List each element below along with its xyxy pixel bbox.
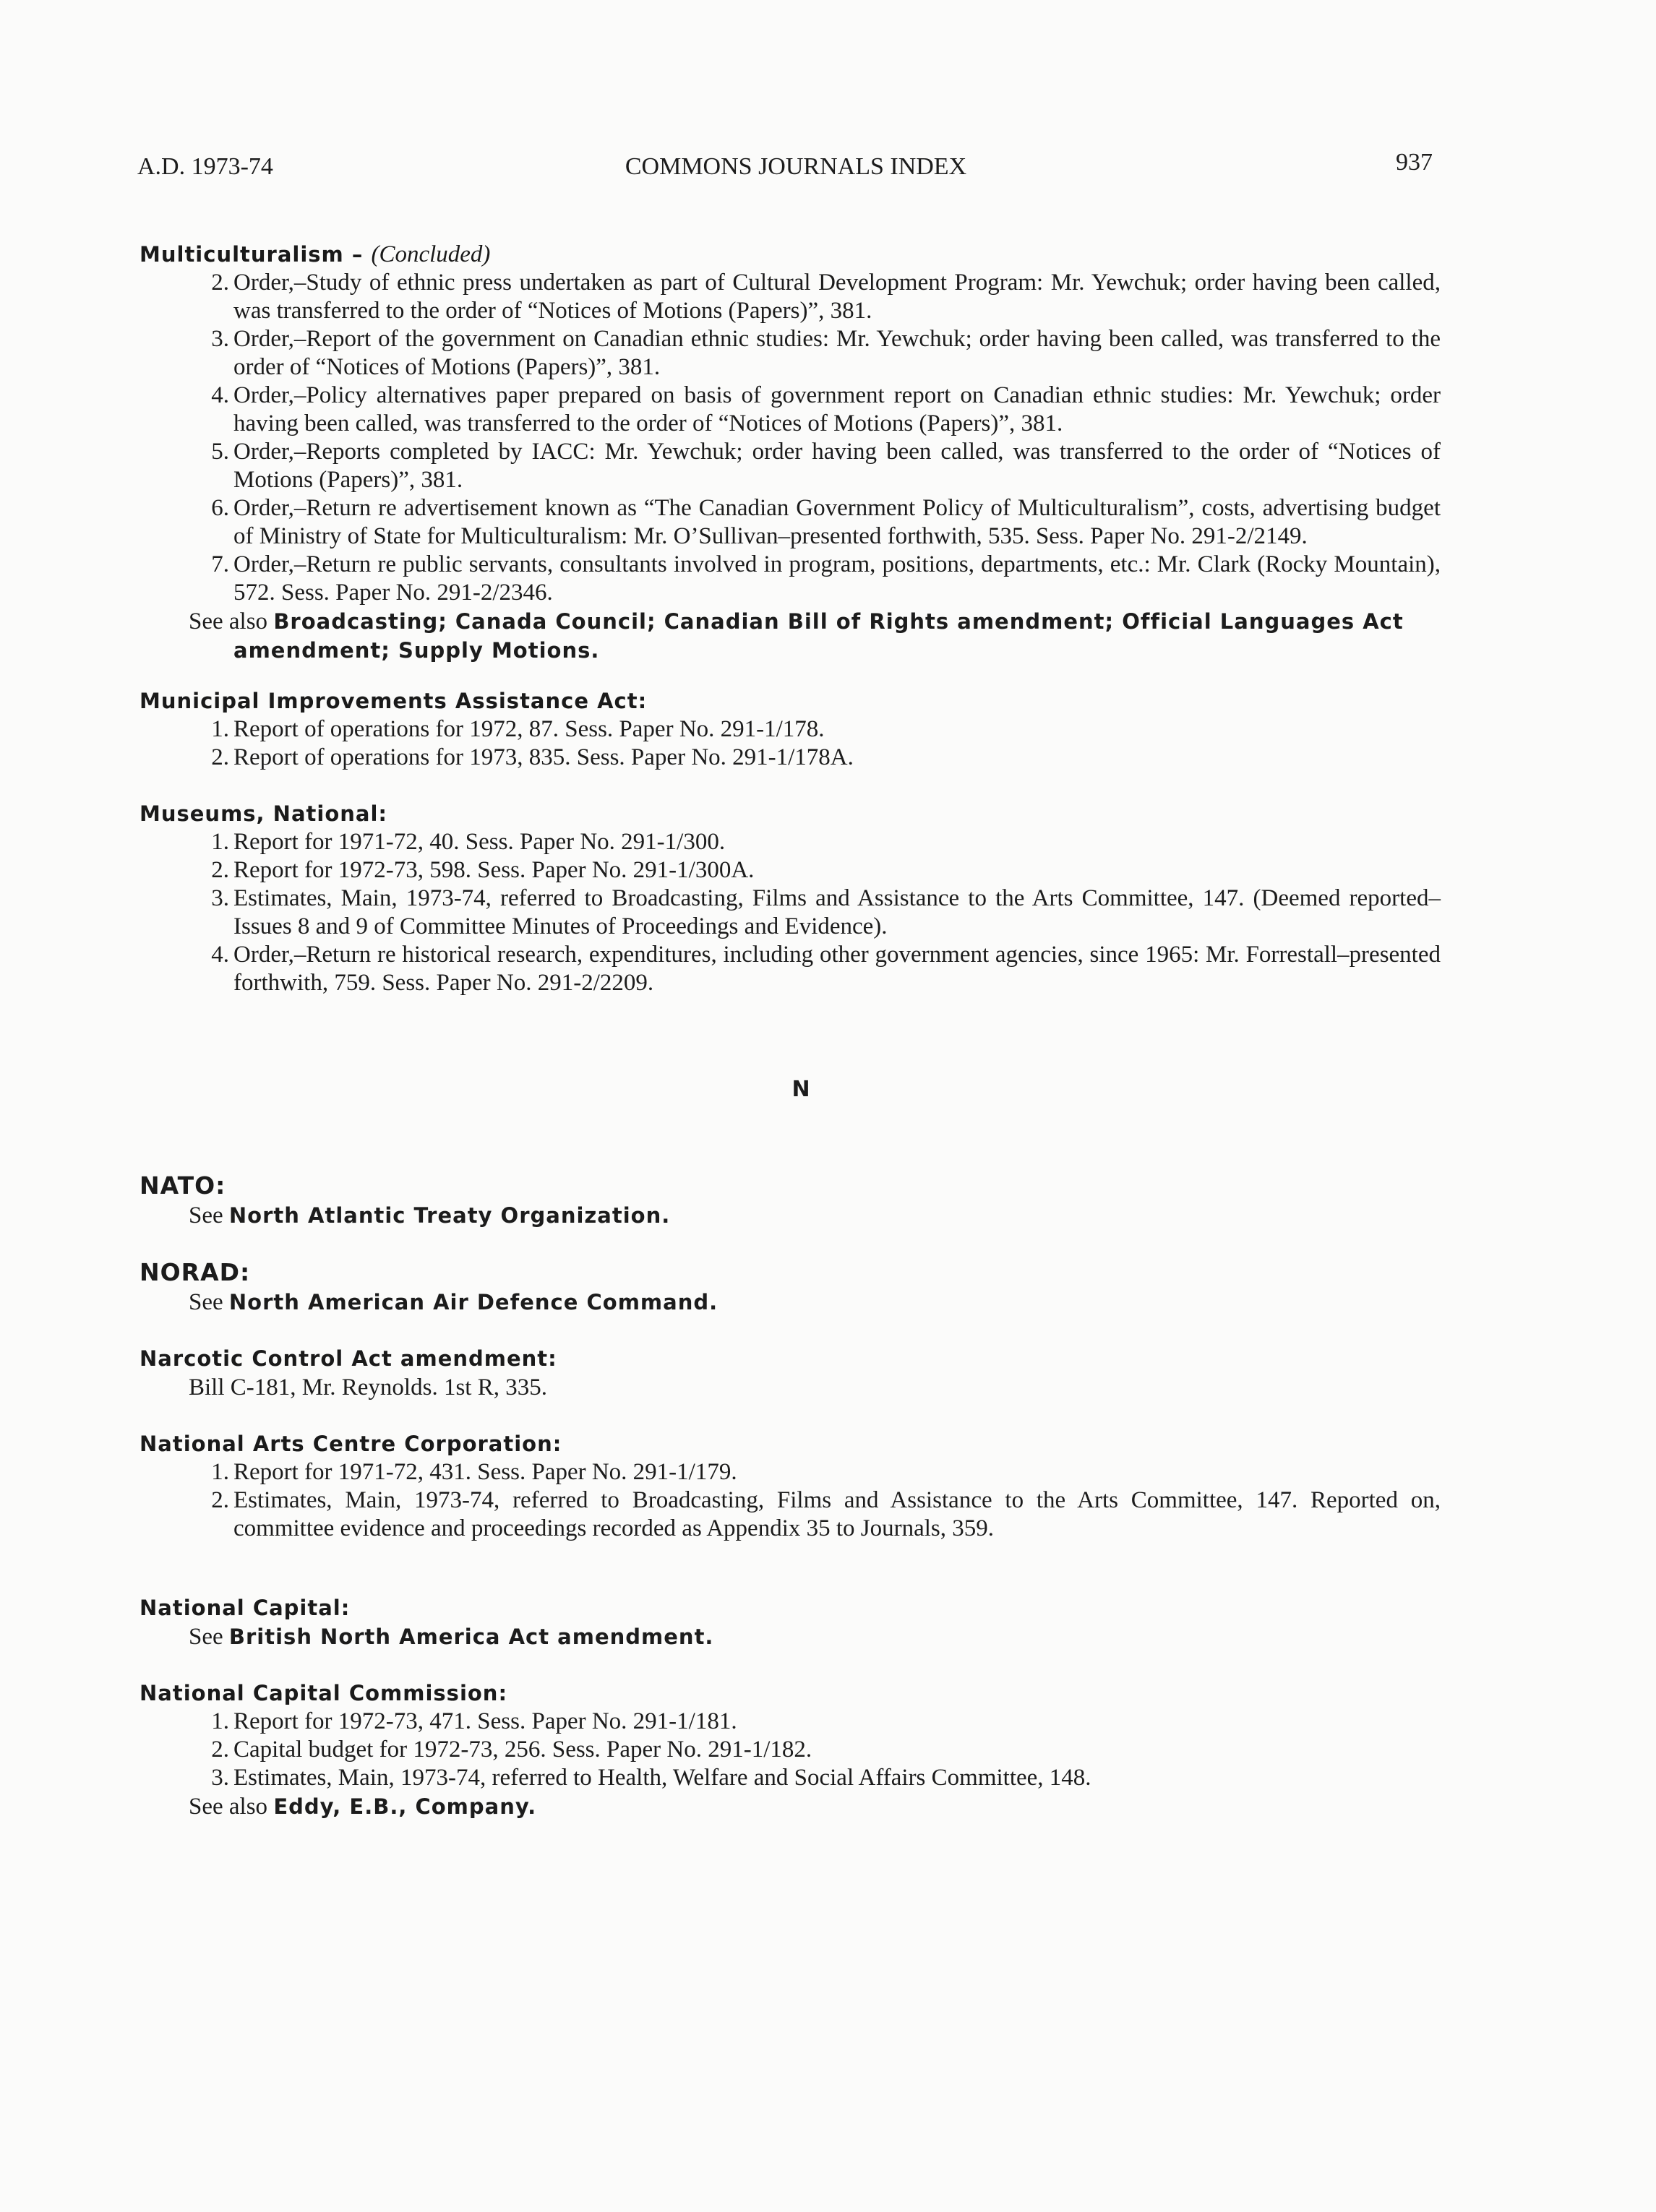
list-item: 1. Report for 1971-72, 40. Sess. Paper No. 291-1/300. xyxy=(211,829,726,855)
list-item: 3. Order,–Report of the government on Canadian ethnic studies: Mr. Yewchuk; order having been called, was transferred to the order of “Notices of Motions (Papers)”, 381. xyxy=(211,326,1441,380)
list-item: 2. Order,–Study of ethnic press undertaken as part of Cultural Development Program: Mr. Yewchuk; order having been called, was transferred to the order of “Notices of Motions (Papers)”, 381. xyxy=(211,270,1441,324)
section-narcotic-control xyxy=(140,1344,1441,1402)
list-item: 7. Order,–Return re public servants, consultants involved in program, positions, departments, etc.: Mr. Clark (Rocky Mountain), 572. Sess. Paper No. 291-2/2346. xyxy=(211,551,1441,606)
index-content xyxy=(140,240,1441,1821)
section-heading: NORAD: xyxy=(140,1258,251,1286)
entry-list xyxy=(140,269,1441,607)
entry-text: Bill C-181, Mr. Reynolds. 1st R, 335. xyxy=(189,1374,547,1400)
entry-list xyxy=(140,1458,1441,1543)
section-heading: NATO: xyxy=(140,1171,226,1200)
see-also-refs: Broadcasting; Canada Council; Canadian Bill of Rights amendment; Official Languages Act amendment; Supply Motions. xyxy=(233,609,1404,663)
section-national-capital-commission xyxy=(140,1679,1441,1821)
section-heading: Multiculturalism – (Concluded) xyxy=(140,241,491,267)
list-item: 4. Order,–Policy alternatives paper prepared on basis of government report on Canadian ethnic studies: Mr. Yewchuk; order having been called, was transferred to the order of “Notices of Motions (Papers)”, 381. xyxy=(211,382,1441,436)
section-heading: Museums, National: xyxy=(140,801,387,826)
entry-list xyxy=(140,715,1441,772)
section-norad xyxy=(140,1257,1441,1317)
list-item: 6. Order,–Return re advertisement known as “The Canadian Government Policy of Multiculturalism”, costs, advertising budget of Ministry of State for Multiculturalism: Mr. O’Sullivan–presented forthwith, 535. Sess. Paper No. 291-2/2149. xyxy=(211,495,1441,549)
list-item: 2. Report for 1972-73, 598. Sess. Paper No. 291-1/300A. xyxy=(211,857,755,883)
see-also: See also Eddy, E.B., Company. xyxy=(189,1794,537,1820)
see-also: See also Broadcasting; Canada Council; Canadian Bill of Rights amendment; Official Languages Act amendment; Supply Motions. xyxy=(189,608,1404,663)
page-header xyxy=(137,149,1433,189)
list-item: 3. Estimates, Main, 1973-74, referred to Broadcasting, Films and Assistance to the Arts Committee, 147. (Deemed reported–Issues 8 and 9 of Committee Minutes of Proceedings and Evidence). xyxy=(211,885,1441,939)
section-nato xyxy=(140,1171,1441,1230)
section-heading: National Capital: xyxy=(140,1596,351,1620)
section-heading: Narcotic Control Act amendment: xyxy=(140,1346,557,1371)
section-multiculturalism xyxy=(140,240,1441,665)
entry-list xyxy=(140,1708,1441,1792)
continued-label: (Concluded) xyxy=(371,241,491,267)
see-reference: See North American Air Defence Command. xyxy=(189,1289,718,1315)
page-number: 937 xyxy=(1396,149,1433,176)
section-heading: Municipal Improvements Assistance Act: xyxy=(140,689,648,713)
section-heading: National Capital Commission: xyxy=(140,1681,508,1705)
list-item: 3. Estimates, Main, 1973-74, referred to Health, Welfare and Social Affairs Committee, 148. xyxy=(211,1765,1091,1791)
list-item: 4. Order,–Return re historical research, expenditures, including other government agencies, since 1965: Mr. Forrestall–presented forthwith, 759. Sess. Paper No. 291-2/2209. xyxy=(211,942,1441,996)
list-item: 2. Report of operations for 1973, 835. Sess. Paper No. 291-1/178A. xyxy=(211,744,854,770)
list-item: 1. Report for 1972-73, 471. Sess. Paper No. 291-1/181. xyxy=(211,1708,737,1734)
see-reference: See British North America Act amendment. xyxy=(189,1624,714,1650)
see-also-refs: Eddy, E.B., Company. xyxy=(273,1794,537,1819)
list-item: 2. Capital budget for 1972-73, 256. Sess. Paper No. 291-1/182. xyxy=(211,1737,812,1763)
section-municipal-improvements xyxy=(140,687,1441,772)
list-item: 1. Report of operations for 1972, 87. Sess. Paper No. 291-1/178. xyxy=(211,716,825,742)
list-item: 1. Report for 1971-72, 431. Sess. Paper No. 291-1/179. xyxy=(211,1459,737,1485)
header-year: A.D. 1973-74 xyxy=(137,153,273,180)
header-title: COMMONS JOURNALS INDEX xyxy=(625,153,967,180)
section-national-capital xyxy=(140,1593,1441,1651)
section-national-arts-centre xyxy=(140,1429,1441,1543)
letter-divider: N xyxy=(791,1077,810,1102)
list-item: 2. Estimates, Main, 1973-74, referred to Broadcasting, Films and Assistance to the Arts Committee, 147. Reported on, committee evidence and proceedings recorded as Appendix 35 to Journals, 359. xyxy=(211,1487,1441,1541)
see-reference: See North Atlantic Treaty Organization. xyxy=(189,1202,671,1228)
list-item: 5. Order,–Reports completed by IACC: Mr. Yewchuk; order having been called, was transferred to the order of “Notices of Motions (Papers)”, 381. xyxy=(211,439,1441,493)
section-museums-national xyxy=(140,799,1441,997)
section-heading: National Arts Centre Corporation: xyxy=(140,1432,562,1456)
entry-list xyxy=(140,828,1441,997)
